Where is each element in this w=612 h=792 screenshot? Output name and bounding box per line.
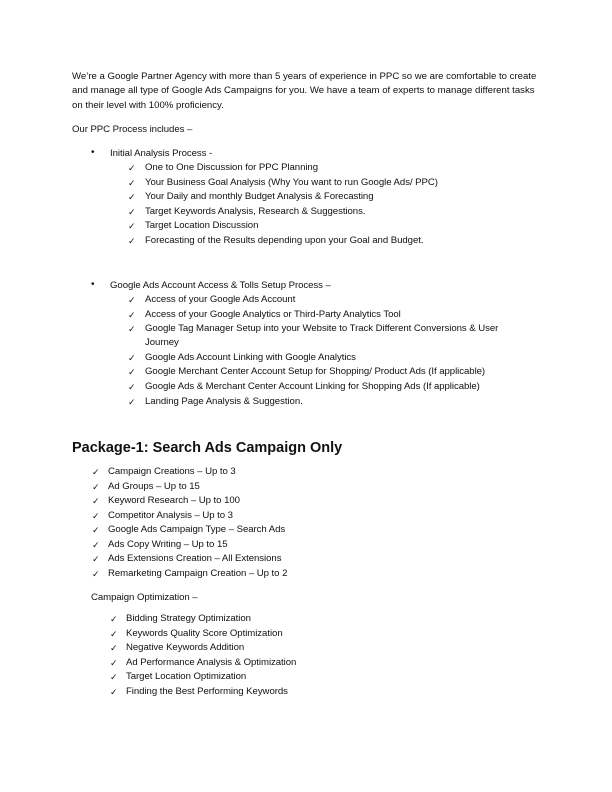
list-item-continuation: Journey: [145, 337, 179, 348]
check-icon: ✓: [110, 643, 118, 653]
process-heading: Our PPC Process includes –: [72, 124, 193, 135]
optimization-item: Ad Performance Analysis & Optimization: [126, 657, 297, 668]
check-icon: ✓: [92, 496, 100, 506]
package-item: Keyword Research – Up to 100: [108, 495, 240, 506]
optimization-item: Finding the Best Performing Keywords: [126, 686, 288, 697]
check-icon: ✓: [92, 569, 100, 579]
package-item: Campaign Creations – Up to 3: [108, 466, 236, 477]
list-item: Google Merchant Center Account Setup for Shopping/ Product Ads (If applicable): [145, 366, 486, 377]
list-item: Your Business Goal Analysis (Why You want to run Google Ads/ PPC): [145, 177, 438, 188]
check-icon: ✓: [110, 614, 118, 624]
check-icon: ✓: [128, 192, 136, 202]
list-item: Access of your Google Analytics or Third-Party Analytics Tool: [145, 309, 401, 320]
package-item: Remarketing Campaign Creation – Up to 2: [108, 568, 288, 579]
list-item: Google Ads & Merchant Center Account Linking for Shopping Ads (If applicable): [145, 381, 480, 392]
check-icon: ✓: [92, 511, 100, 521]
package-item: Ads Copy Writing – Up to 15: [108, 539, 228, 550]
optimization-item: Bidding Strategy Optimization: [126, 613, 251, 624]
section-title-account-access: Google Ads Account Access & Tolls Setup Process –: [110, 280, 331, 291]
check-icon: ✓: [128, 207, 136, 217]
list-item: Your Daily and monthly Budget Analysis & Forecasting: [145, 191, 374, 202]
check-icon: ✓: [110, 658, 118, 668]
bullet-icon: •: [91, 147, 95, 158]
package-title: Package-1: Search Ads Campaign Only: [72, 440, 343, 456]
intro-paragraph: We’re a Google Partner Agency with more than 5 years of experience in PPC so we are comfortable to create and manage all type of Google Ads Campaigns for you. We have a team of experts to manage different tasks on their level with 100% proficiency.: [72, 71, 537, 111]
optimization-item: Negative Keywords Addition: [126, 642, 245, 653]
list-item: Target Keywords Analysis, Research & Suggestions.: [145, 206, 366, 217]
list-item: One to One Discussion for PPC Planning: [145, 162, 319, 173]
optimization-heading: Campaign Optimization –: [91, 592, 198, 603]
check-icon: ✓: [128, 382, 136, 392]
check-icon: ✓: [92, 467, 100, 477]
check-icon: ✓: [128, 324, 136, 334]
check-icon: ✓: [128, 236, 136, 246]
list-item: Access of your Google Ads Account: [145, 294, 296, 305]
list-item: Forecasting of the Results depending upon your Goal and Budget.: [145, 235, 424, 246]
check-icon: ✓: [92, 554, 100, 564]
package-item: Google Ads Campaign Type – Search Ads: [108, 524, 286, 535]
check-icon: ✓: [128, 221, 136, 231]
check-icon: ✓: [92, 525, 100, 535]
check-icon: ✓: [128, 310, 136, 320]
list-item: Landing Page Analysis & Suggestion.: [145, 396, 303, 407]
list-item: Google Ads Account Linking with Google Analytics: [145, 352, 356, 363]
package-item: Competitor Analysis – Up to 3: [108, 510, 233, 521]
optimization-item: Target Location Optimization: [126, 671, 247, 682]
check-icon: ✓: [128, 397, 136, 407]
check-icon: ✓: [128, 367, 136, 377]
list-item: Target Location Discussion: [145, 220, 259, 231]
list-item: Google Tag Manager Setup into your Website to Track Different Conversions & User: [145, 323, 499, 334]
check-icon: ✓: [128, 295, 136, 305]
optimization-item: Keywords Quality Score Optimization: [126, 628, 283, 639]
check-icon: ✓: [92, 540, 100, 550]
bullet-icon: •: [91, 279, 95, 290]
check-icon: ✓: [128, 163, 136, 173]
package-item: Ads Extensions Creation – All Extensions: [108, 553, 282, 564]
check-icon: ✓: [128, 178, 136, 188]
check-icon: ✓: [110, 629, 118, 639]
check-icon: ✓: [128, 353, 136, 363]
package-item: Ad Groups – Up to 15: [108, 481, 200, 492]
check-icon: ✓: [110, 672, 118, 682]
check-icon: ✓: [92, 482, 100, 492]
check-icon: ✓: [110, 687, 118, 697]
section-title-initial-analysis: Initial Analysis Process -: [110, 148, 213, 159]
